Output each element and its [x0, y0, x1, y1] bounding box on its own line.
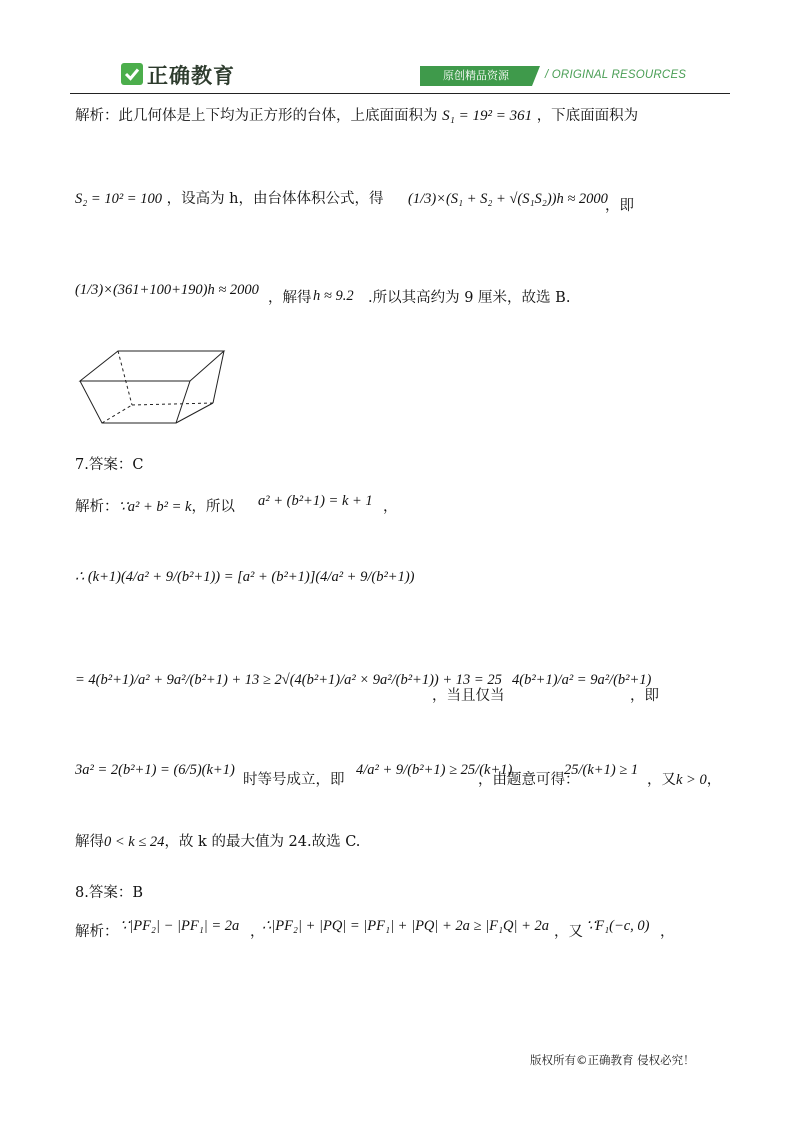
q7-line5-text: 时等号成立，即: [243, 772, 345, 788]
brand-name: 正确教育: [147, 64, 235, 88]
q6-line1-suffix: ，下底面面积为: [536, 108, 639, 124]
q7-so: ，所以: [191, 499, 235, 515]
q6-line2-text: ，设高为 h，由台体体积公式，得: [166, 191, 384, 207]
q8-text: ，又: [554, 924, 583, 940]
q7-comma: ，: [383, 499, 398, 515]
copyright-footer: 版权所有©正确教育 侵权必究！: [530, 1053, 695, 1067]
q7-line5-ineq2: 25/(k+1) ≥ 1: [564, 762, 639, 778]
q7-range: 0 < k ≤ 24: [104, 834, 165, 850]
q7-line4-end: ，即: [630, 688, 659, 704]
q8-end: ，: [660, 924, 675, 940]
q7-line3-formula: ∴ (k+1)(4/a² + 9/(b²+1)) = [a² + (b²+1)](4/a² + 9/(b²+1)): [75, 569, 415, 585]
q7-line5-text2: ，由题意可得：: [478, 772, 580, 788]
q7-line2: [75, 497, 235, 517]
q6-volume-formula: (1/3)×(S₁ + S₂ + √(S₁S₂))h ≈ 2000: [408, 191, 608, 207]
q8-sep: ，: [250, 924, 265, 940]
q7-line5-ineq: 4/a² + 9/(b²+1) ≥ 25/(k+1): [356, 762, 513, 778]
q7-answer: 7.答案：C: [75, 457, 144, 473]
q8-answer: 8.答案：B: [75, 885, 143, 901]
q7-analysis-label: 解析：: [75, 499, 119, 515]
q6-line1-formula: S₁ = 19² = 361: [442, 108, 533, 124]
q7-line6: 解得0 < k ≤ 24，故 k 的最大值为 24.故选 C.: [75, 834, 361, 850]
q6-line3-formula: (1/3)×(361+100+190)h ≈ 2000: [75, 282, 259, 298]
q7-line5-text3: ，又k > 0，: [647, 772, 722, 788]
q7-k-positive: k > 0: [676, 772, 707, 788]
q7-line4-formula: = 4(b²+1)/a² + 9a²/(b²+1) + 13 ≥ 2√(4(b²+1)/a² × 9a²/(b²+1)) + 13 = 25: [75, 672, 502, 688]
q6-line3-text: ，解得: [268, 290, 312, 306]
q6-line2: [75, 189, 384, 209]
q8-formula2: ∴|PF₂| + |PQ| = |PF₁| + |PQ| + 2a ≥ |F₁Q| + 2a: [262, 918, 550, 934]
frustum-figure: [72, 343, 232, 433]
q6-line3-result: h ≈ 9.2: [313, 288, 354, 304]
q7-line5-eq: 3a² = 2(b²+1) = (6/5)(k+1): [75, 762, 235, 778]
banner-tail: [532, 66, 540, 86]
q7-line4-cond: 4(b²+1)/a² = 9a²/(b²+1): [512, 672, 652, 688]
q6-line1-prefix: 解析：此几何体是上下均为正方形的台体，上底面面积为: [75, 108, 438, 124]
q8-formula3: ∵F₁(−c, 0): [586, 918, 650, 934]
banner-cn: 原创精品资源: [420, 66, 532, 86]
q8-formula1: ∵|PF₂| − |PF₁| = 2a: [120, 918, 240, 934]
q6-line3-suffix: .所以其高约为 9 厘米，故选 B.: [368, 290, 571, 306]
q6-line2-formula: S₂ = 10² = 100: [75, 191, 162, 207]
q7-given: ∵a² + b² = k: [118, 499, 192, 515]
banner-en: / ORIGINAL RESOURCES: [545, 69, 687, 81]
header-divider: [70, 93, 730, 94]
q6-line2-end: ，即: [605, 198, 634, 214]
logo-checkmark-icon: [121, 63, 143, 85]
q7-line4-text: ，当且仅当: [432, 688, 505, 704]
q8-analysis-label: 解析：: [75, 924, 119, 940]
q6-line1: [75, 106, 638, 126]
q7-identity: a² + (b²+1) = k + 1: [258, 493, 373, 509]
